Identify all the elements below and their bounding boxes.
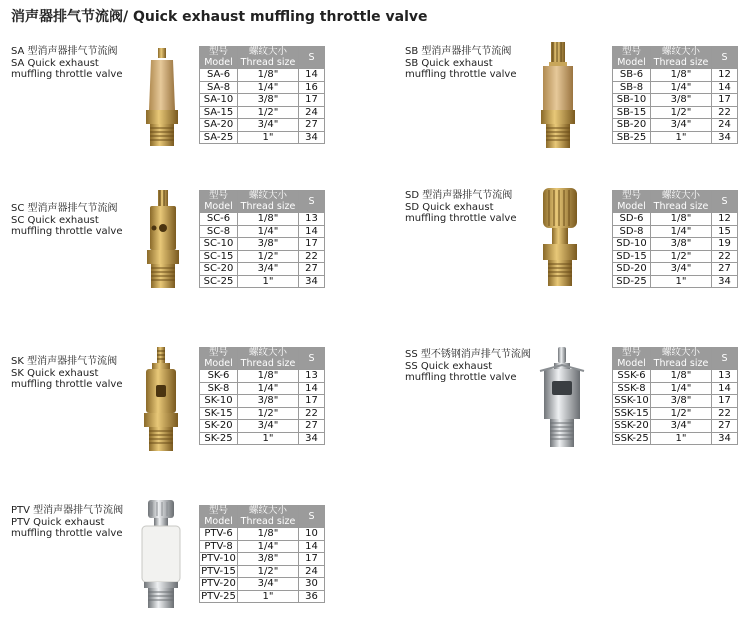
table-row bbox=[200, 407, 325, 420]
table-cell: 1/8" bbox=[238, 213, 299, 226]
table-cell: 1" bbox=[238, 590, 299, 603]
table-header-row bbox=[613, 47, 738, 69]
table-cell: SK-8 bbox=[200, 382, 238, 395]
table-cell: 22 bbox=[712, 407, 738, 420]
spec-table-ss bbox=[612, 347, 738, 445]
table-cell: 24 bbox=[299, 106, 325, 119]
product-ss-description bbox=[405, 349, 531, 384]
table-cell: 12 bbox=[712, 69, 738, 82]
spec-table-sb bbox=[612, 46, 738, 144]
table-cell: 1/2" bbox=[651, 407, 712, 420]
header-label: 螺纹大小 bbox=[661, 190, 700, 201]
table-row bbox=[200, 553, 325, 566]
table-cell: 1" bbox=[238, 275, 299, 288]
table-cell: 3/8" bbox=[651, 238, 712, 251]
header-s: S bbox=[712, 47, 738, 69]
table-cell: SB-6 bbox=[613, 69, 651, 82]
header-label: Thread size bbox=[653, 357, 709, 369]
table-cell: SK-25 bbox=[200, 432, 238, 445]
header-s: S bbox=[299, 191, 325, 213]
table-cell: SA-15 bbox=[200, 106, 238, 119]
header-label: 型号 bbox=[208, 46, 228, 57]
header-label: 螺纹大小 bbox=[661, 46, 700, 57]
header-label: 型号 bbox=[621, 190, 641, 201]
header-label: 型号 bbox=[208, 505, 228, 516]
table-cell: 1/4" bbox=[238, 225, 299, 238]
product-name-en-line2: muffling throttle valve bbox=[405, 69, 517, 80]
product-sa-image bbox=[138, 48, 188, 148]
header-thread-size bbox=[238, 191, 299, 213]
table-cell: 1/4" bbox=[238, 382, 299, 395]
header-label: Model bbox=[204, 357, 233, 369]
table-cell: 36 bbox=[299, 590, 325, 603]
product-name-cn: PTV 型消声器排气节流阀 bbox=[11, 505, 124, 516]
table-row bbox=[200, 238, 325, 251]
table-cell: SA-6 bbox=[200, 69, 238, 82]
table-cell: PTV-8 bbox=[200, 540, 238, 553]
header-label: Thread size bbox=[240, 357, 296, 369]
table-cell: 1/2" bbox=[238, 407, 299, 420]
table-cell: 14 bbox=[299, 225, 325, 238]
table-row bbox=[613, 213, 738, 226]
header-s: S bbox=[712, 348, 738, 370]
table-cell: 24 bbox=[712, 119, 738, 132]
table-cell: 3/8" bbox=[651, 395, 712, 408]
product-name-en: SS Quick exhaust bbox=[405, 360, 493, 372]
table-row bbox=[200, 263, 325, 276]
header-thread-size bbox=[651, 191, 712, 213]
table-cell: PTV-20 bbox=[201, 578, 236, 590]
table-cell: 22 bbox=[299, 250, 325, 263]
table-cell: 1/4" bbox=[238, 540, 299, 553]
table-cell: 27 bbox=[299, 263, 325, 276]
table-cell: 3/8" bbox=[238, 238, 299, 251]
table-cell: 1/8" bbox=[651, 370, 712, 383]
product-name-en-line2: muffling throttle valve bbox=[11, 69, 123, 80]
product-ptv-description bbox=[11, 505, 123, 540]
spec-table-sc bbox=[199, 190, 325, 288]
header-label: Model bbox=[617, 357, 646, 369]
header-label: 螺纹大小 bbox=[248, 505, 287, 516]
table-row bbox=[200, 540, 325, 553]
table-cell: 3/8" bbox=[651, 94, 712, 107]
table-cell: SC-15 bbox=[200, 250, 238, 263]
header-label: 螺纹大小 bbox=[661, 347, 700, 358]
table-row bbox=[613, 263, 738, 276]
header-model bbox=[200, 191, 238, 213]
product-name-en: SB Quick exhaust bbox=[405, 57, 493, 69]
table-cell: SK-10 bbox=[200, 395, 238, 408]
product-name-en-line2: muffling throttle valve bbox=[11, 226, 123, 237]
product-name-en: PTV Quick exhaust bbox=[11, 516, 105, 528]
table-row bbox=[200, 119, 325, 132]
product-name-cn: SA 型消声器排气节流阀 bbox=[11, 46, 118, 57]
product-sd-image bbox=[533, 186, 587, 294]
table-cell: 3/4" bbox=[238, 578, 299, 591]
table-row bbox=[613, 119, 738, 132]
page-title: 消声器排气节流阀/ Quick exhaust muffling throttle valve bbox=[11, 9, 428, 25]
header-label: Thread size bbox=[240, 515, 296, 527]
table-cell: SB-20 bbox=[613, 119, 651, 132]
header-thread-size bbox=[651, 348, 712, 370]
table-cell: 14 bbox=[712, 81, 738, 94]
table-cell: 17 bbox=[299, 94, 325, 107]
header-label: 螺纹大小 bbox=[248, 46, 287, 57]
table-cell: 34 bbox=[299, 275, 325, 288]
product-sd-description bbox=[405, 190, 517, 225]
product-name-en-line2: muffling throttle valve bbox=[11, 528, 123, 539]
table-row bbox=[200, 395, 325, 408]
table-row bbox=[613, 420, 738, 433]
table-cell: 1/2" bbox=[238, 250, 299, 263]
header-label: Model bbox=[204, 56, 233, 68]
header-thread-size bbox=[238, 348, 299, 370]
header-model bbox=[200, 348, 238, 370]
table-cell: 3/8" bbox=[238, 94, 299, 107]
header-label: 螺纹大小 bbox=[248, 190, 287, 201]
table-cell: 14 bbox=[299, 69, 325, 82]
table-cell: PTV-10 bbox=[201, 553, 236, 565]
product-sb-description bbox=[405, 46, 517, 81]
table-cell: 1" bbox=[651, 131, 712, 144]
product-sa-description bbox=[11, 46, 123, 81]
table-row bbox=[200, 275, 325, 288]
table-cell: SD-20 bbox=[613, 263, 651, 276]
table-cell: 15 bbox=[712, 225, 738, 238]
table-cell: 19 bbox=[712, 238, 738, 251]
table-row bbox=[613, 94, 738, 107]
table-cell: 14 bbox=[712, 382, 738, 395]
table-row bbox=[200, 420, 325, 433]
table-cell: SC-25 bbox=[200, 275, 238, 288]
header-model bbox=[200, 506, 238, 528]
table-row bbox=[613, 370, 738, 383]
table-cell: SA-20 bbox=[200, 119, 238, 132]
table-row bbox=[613, 131, 738, 144]
spec-table-sk bbox=[199, 347, 325, 445]
table-cell: 1/2" bbox=[651, 106, 712, 119]
header-model bbox=[613, 47, 651, 69]
table-cell: SA-25 bbox=[200, 131, 238, 144]
product-name-en: SD Quick exhaust bbox=[405, 201, 494, 213]
table-cell: 3/4" bbox=[651, 263, 712, 276]
table-row bbox=[200, 213, 325, 226]
product-name-en: SK Quick exhaust bbox=[11, 367, 99, 379]
header-label: 型号 bbox=[208, 190, 228, 201]
table-cell: 1/8" bbox=[651, 69, 712, 82]
table-row bbox=[200, 225, 325, 238]
header-s: S bbox=[299, 348, 325, 370]
table-cell: 1" bbox=[651, 432, 712, 445]
table-header-row bbox=[200, 191, 325, 213]
header-s: S bbox=[299, 506, 325, 528]
product-sk-description bbox=[11, 356, 123, 391]
table-cell: 1/8" bbox=[651, 213, 712, 226]
table-row bbox=[200, 81, 325, 94]
table-cell: PTV-6 bbox=[200, 528, 238, 541]
product-name-cn: SC 型消声器排气节流阀 bbox=[11, 203, 118, 214]
spec-table-sa bbox=[199, 46, 325, 144]
table-cell: SK-20 bbox=[200, 420, 238, 433]
table-row bbox=[613, 81, 738, 94]
table-cell: 13 bbox=[299, 213, 325, 226]
table-cell: 1/4" bbox=[651, 382, 712, 395]
table-cell: 1/4" bbox=[238, 81, 299, 94]
table-row bbox=[200, 131, 325, 144]
table-cell: SB-15 bbox=[613, 106, 651, 119]
table-cell: SD-6 bbox=[613, 213, 651, 226]
product-name-cn: SB 型消声器排气节流阀 bbox=[405, 46, 512, 57]
table-cell: 17 bbox=[299, 238, 325, 251]
table-cell: SC-10 bbox=[200, 238, 238, 251]
table-cell: 34 bbox=[712, 131, 738, 144]
table-cell: PTV-25 bbox=[201, 590, 236, 602]
table-row bbox=[200, 69, 325, 82]
table-row bbox=[200, 565, 325, 578]
table-cell: 34 bbox=[712, 432, 738, 445]
table-cell: 17 bbox=[712, 94, 738, 107]
table-cell: 3/4" bbox=[238, 420, 299, 433]
header-label: 螺纹大小 bbox=[248, 347, 287, 358]
header-label: 型号 bbox=[621, 46, 641, 57]
header-thread-size bbox=[651, 47, 712, 69]
table-cell: SC-6 bbox=[200, 213, 238, 226]
header-label: Model bbox=[204, 200, 233, 212]
table-cell: SD-25 bbox=[613, 275, 651, 288]
table-cell: 27 bbox=[299, 119, 325, 132]
table-cell: SA-8 bbox=[200, 81, 238, 94]
table-cell: 27 bbox=[712, 420, 738, 433]
table-row bbox=[200, 578, 325, 591]
table-row bbox=[613, 382, 738, 395]
table-header-row bbox=[613, 191, 738, 213]
table-cell: 13 bbox=[712, 370, 738, 383]
table-cell: 1/2" bbox=[651, 250, 712, 263]
table-cell: 1/8" bbox=[238, 370, 299, 383]
table-cell: 1/8" bbox=[238, 528, 299, 541]
table-cell: SC-20 bbox=[200, 263, 238, 276]
table-cell: SSK-25 bbox=[614, 432, 649, 444]
table-cell: SSK-15 bbox=[614, 407, 649, 419]
product-sc-image bbox=[138, 190, 188, 292]
table-cell: 34 bbox=[712, 275, 738, 288]
table-row bbox=[613, 106, 738, 119]
product-name-en: SA Quick exhaust bbox=[11, 57, 99, 69]
table-cell: 3/4" bbox=[238, 119, 299, 132]
header-label: 型号 bbox=[621, 347, 641, 358]
table-cell: SB-25 bbox=[613, 131, 651, 144]
header-model bbox=[613, 348, 651, 370]
table-cell: 3/8" bbox=[238, 395, 299, 408]
table-cell: 3/4" bbox=[238, 263, 299, 276]
header-label: Model bbox=[204, 515, 233, 527]
table-cell: 27 bbox=[299, 420, 325, 433]
table-header-row bbox=[613, 348, 738, 370]
header-label: Model bbox=[617, 56, 646, 68]
table-row bbox=[613, 407, 738, 420]
table-cell: 34 bbox=[299, 432, 325, 445]
header-label: Thread size bbox=[240, 56, 296, 68]
spec-table-sd bbox=[612, 190, 738, 288]
table-cell: 22 bbox=[299, 407, 325, 420]
header-label: Thread size bbox=[240, 200, 296, 212]
header-model bbox=[613, 191, 651, 213]
table-row bbox=[200, 250, 325, 263]
table-row bbox=[200, 528, 325, 541]
table-cell: 10 bbox=[299, 528, 325, 541]
table-header-row bbox=[200, 506, 325, 528]
table-cell: 1/4" bbox=[651, 225, 712, 238]
product-name-cn: SK 型消声器排气节流阀 bbox=[11, 356, 118, 367]
table-cell: SB-8 bbox=[613, 81, 651, 94]
table-row bbox=[200, 432, 325, 445]
table-row bbox=[200, 370, 325, 383]
header-thread-size bbox=[238, 506, 299, 528]
product-sb-image bbox=[533, 42, 583, 150]
table-cell: SSK-10 bbox=[614, 395, 649, 407]
table-cell: 17 bbox=[299, 553, 325, 566]
header-s: S bbox=[712, 191, 738, 213]
table-cell: 16 bbox=[299, 81, 325, 94]
table-cell: 14 bbox=[299, 382, 325, 395]
product-name-en-line2: muffling throttle valve bbox=[405, 213, 517, 224]
table-cell: 24 bbox=[299, 565, 325, 578]
table-cell: 3/8" bbox=[238, 553, 299, 566]
table-cell: 13 bbox=[299, 370, 325, 383]
table-row bbox=[200, 94, 325, 107]
table-cell: 3/4" bbox=[651, 119, 712, 132]
table-cell: 17 bbox=[299, 395, 325, 408]
table-cell: 22 bbox=[712, 106, 738, 119]
table-cell: SC-8 bbox=[200, 225, 238, 238]
header-model bbox=[200, 47, 238, 69]
table-cell: 1" bbox=[651, 275, 712, 288]
table-cell: 3/4" bbox=[651, 420, 712, 433]
table-row bbox=[200, 590, 325, 603]
product-name-en-line2: muffling throttle valve bbox=[11, 379, 123, 390]
table-cell: 1/8" bbox=[238, 69, 299, 82]
table-cell: 14 bbox=[299, 540, 325, 553]
table-cell: 1" bbox=[238, 131, 299, 144]
product-name-cn: SD 型消声器排气节流阀 bbox=[405, 190, 513, 201]
table-row bbox=[613, 275, 738, 288]
table-cell: SSK-6 bbox=[613, 370, 651, 383]
header-label: Model bbox=[617, 200, 646, 212]
table-cell: 27 bbox=[712, 263, 738, 276]
table-row bbox=[200, 382, 325, 395]
table-row bbox=[613, 395, 738, 408]
table-cell: 17 bbox=[712, 395, 738, 408]
table-cell: SD-15 bbox=[613, 250, 651, 263]
header-thread-size bbox=[238, 47, 299, 69]
table-cell: SA-10 bbox=[200, 94, 238, 107]
table-cell: 34 bbox=[299, 131, 325, 144]
table-cell: 22 bbox=[712, 250, 738, 263]
table-cell: 1/2" bbox=[238, 106, 299, 119]
table-cell: SSK-8 bbox=[613, 382, 651, 395]
table-cell: SK-6 bbox=[200, 370, 238, 383]
header-s: S bbox=[299, 47, 325, 69]
table-row bbox=[613, 238, 738, 251]
table-header-row bbox=[200, 348, 325, 370]
table-cell: SK-15 bbox=[200, 407, 238, 420]
table-cell: SD-8 bbox=[613, 225, 651, 238]
product-name-en-line2: muffling throttle valve bbox=[405, 372, 517, 383]
table-row bbox=[200, 106, 325, 119]
spec-table-ptv bbox=[199, 505, 325, 603]
table-cell: 1/2" bbox=[238, 565, 299, 578]
table-header-row bbox=[200, 47, 325, 69]
table-cell: SB-10 bbox=[613, 94, 651, 107]
header-label: 型号 bbox=[208, 347, 228, 358]
product-ptv-image bbox=[132, 500, 190, 612]
header-label: Thread size bbox=[653, 56, 709, 68]
table-row bbox=[613, 69, 738, 82]
table-cell: SSK-20 bbox=[614, 420, 649, 432]
table-cell: PTV-15 bbox=[201, 565, 236, 577]
table-cell: SD-10 bbox=[613, 238, 651, 251]
table-row bbox=[613, 432, 738, 445]
table-cell: 1/4" bbox=[651, 81, 712, 94]
product-ss-image bbox=[536, 345, 588, 455]
table-row bbox=[613, 250, 738, 263]
product-sc-description bbox=[11, 203, 123, 238]
table-cell: 12 bbox=[712, 213, 738, 226]
product-name-en: SC Quick exhaust bbox=[11, 214, 99, 226]
header-label: Thread size bbox=[653, 200, 709, 212]
product-name-cn: SS 型不锈钢消声排气节流阀 bbox=[405, 349, 531, 360]
product-sk-image bbox=[136, 347, 188, 453]
table-cell: 1" bbox=[238, 432, 299, 445]
table-row bbox=[613, 225, 738, 238]
table-cell: 30 bbox=[299, 578, 325, 591]
